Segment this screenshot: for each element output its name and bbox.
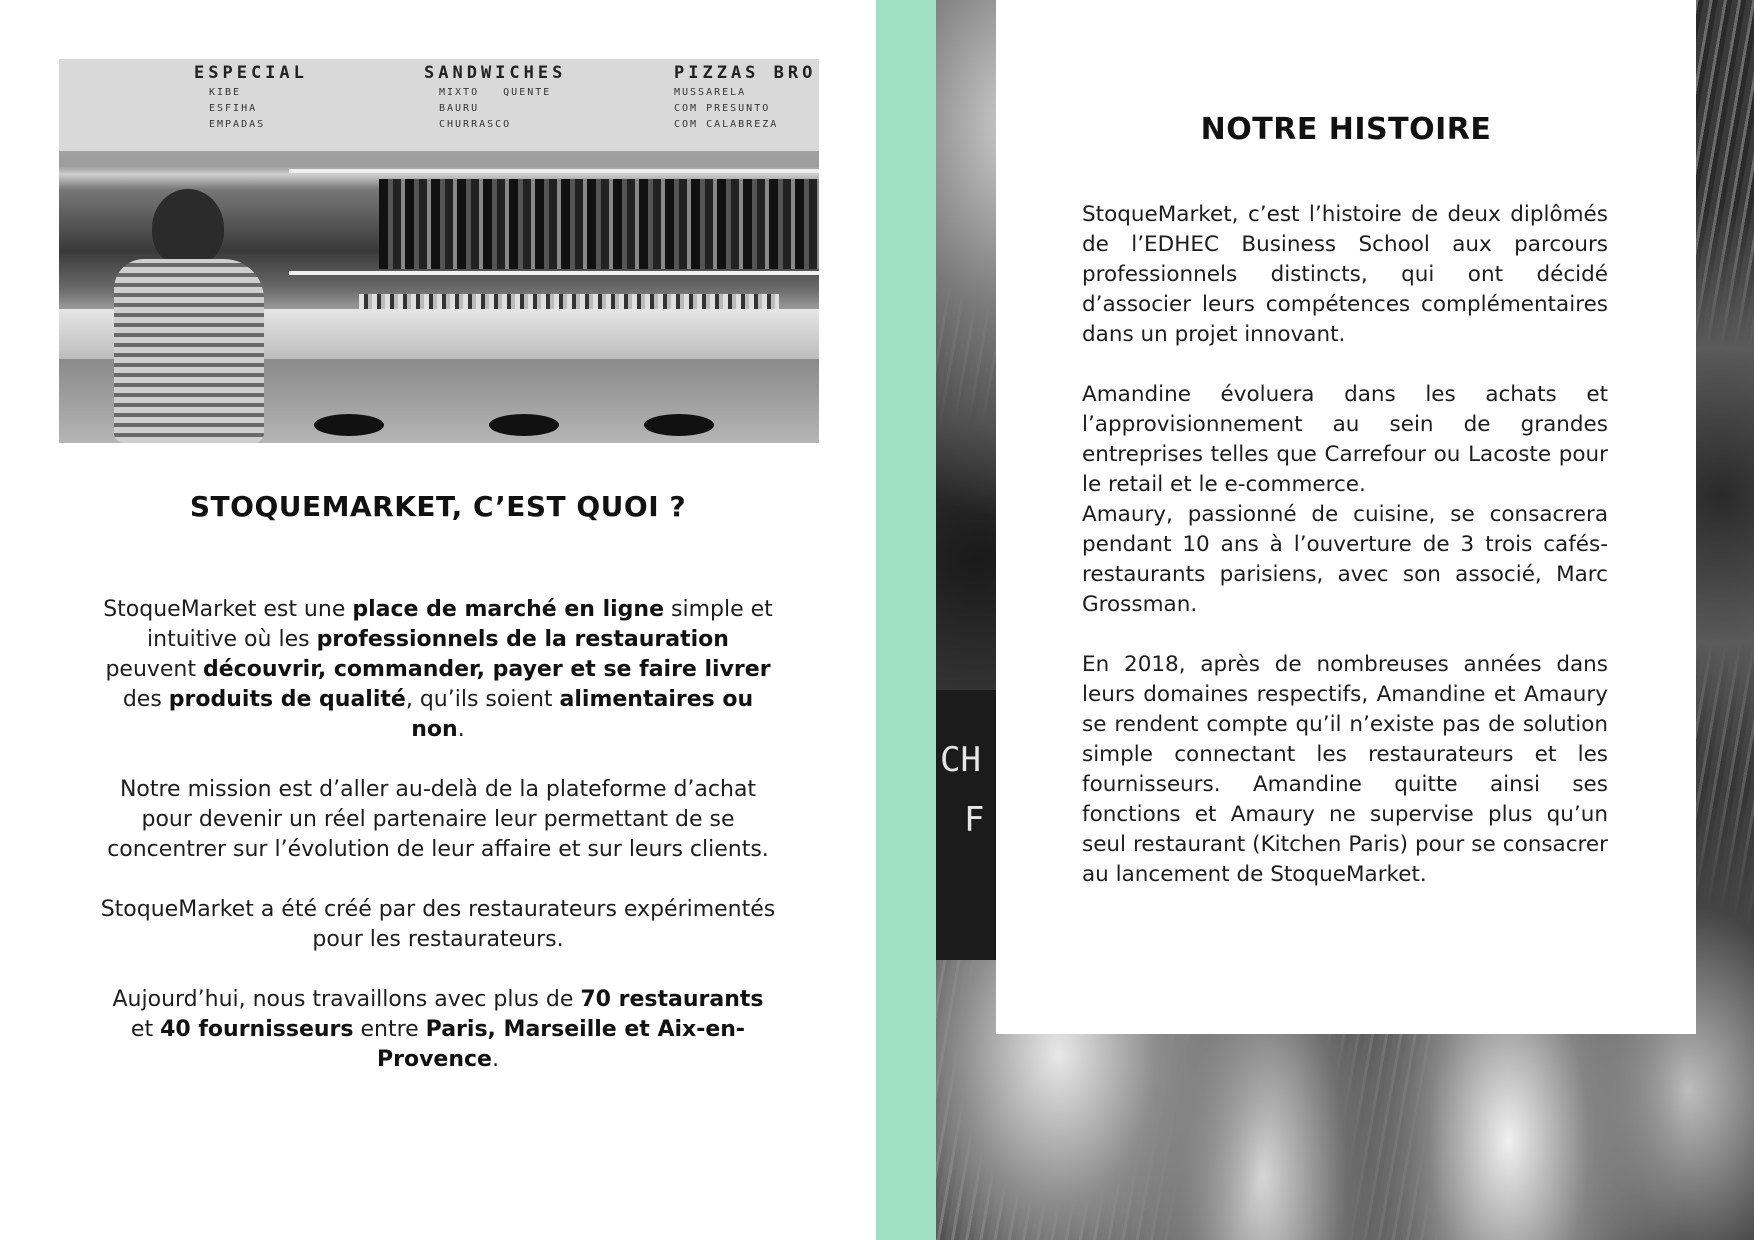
intro-section <box>100 490 776 1105</box>
sign-especial-items: KIBE ESFIHA EMPADAS <box>209 87 266 130</box>
story-paragraph: Amaury, passionné de cuisine, se consacrera pendant 10 ans à l’ouverture de 3 trois cafés-restaurants parisiens, avec son associé, Marc Grossman. <box>1082 502 1608 617</box>
chalk-letters: F <box>964 800 985 840</box>
shelf <box>289 271 819 275</box>
sign-pizzas: PIZZAS BRO <box>674 63 817 83</box>
story-paragraph: En 2018, après de nombreuses années dans leurs domaines respectifs, Amandine et Amaury se rendent compte qu’il n’existe pas de solution simple connectant les restaurateurs et les fournisseurs. Amandine quitte ainsi ses fonctions et Amaury ne supervise plus qu’un seul restaurant (Kitchen Paris) pour se consacrer au lancement de StoqueMarket. <box>1082 652 1608 887</box>
story-paragraph: Amandine évoluera dans les achats et l’approvisionnement au sein de grandes entreprises telles que Carrefour ou Lacoste pour le retail et le e-commerce. <box>1082 382 1608 497</box>
sign-sandwiches: SANDWICHES <box>424 63 567 83</box>
bold-text: produits de qualité <box>168 687 406 712</box>
left-page <box>0 0 876 1240</box>
story-card <box>996 0 1696 1034</box>
sign-especial: ESPECIAL <box>194 63 308 83</box>
bold-text: découvrir, commander, payer et se faire livrer <box>203 657 771 682</box>
text: , qu’ils soient <box>405 687 560 712</box>
text: peuvent <box>105 657 203 682</box>
mission-paragraph: Notre mission est d’aller au-delà de la plateforme d’achat pour devenir un réel partenaire leur permettant de se concentrer sur l’évolution de leur affaire et sur leurs clients. <box>107 777 769 862</box>
text: et <box>130 1017 161 1042</box>
bold-text: professionnels de la restauration <box>316 627 729 652</box>
shelf <box>289 169 819 173</box>
person-torso <box>114 259 264 443</box>
intro-paragraph <box>100 595 776 745</box>
story-title: NOTRE HISTOIRE <box>1200 112 1492 147</box>
text: entre <box>353 1017 426 1042</box>
bold-text: 70 restaurants <box>580 987 764 1012</box>
text: StoqueMarket est une <box>103 597 353 622</box>
sign-sandwiches-items: MIXTO QUENTE BAURU CHURRASCO <box>439 87 552 130</box>
accent-strip <box>876 0 936 1240</box>
chalk-letters: CH <box>940 740 981 780</box>
section-title: STOQUEMARKET, C’EST QUOI ? <box>189 490 687 523</box>
bar-counter-photo <box>59 59 819 443</box>
bold-text: 40 fournisseurs <box>160 1017 354 1042</box>
text: . <box>491 1047 499 1072</box>
person-head <box>152 189 224 267</box>
founders-paragraph: StoqueMarket a été créé par des restaurateurs expérimentés pour les restaurateurs. <box>100 897 776 952</box>
bar-stool <box>489 414 559 436</box>
bold-text: Paris, Marseille et Aix-en-Provence <box>377 1017 746 1072</box>
bottles <box>379 179 819 269</box>
text: . <box>457 717 465 742</box>
bar-stool <box>644 414 714 436</box>
story-paragraph: StoqueMarket, c’est l’histoire de deux diplômés de l’EDHEC Business School aux parcours professionnels distincts, qui ont décidé d’associer leurs compétences complémentaires dans un projet innovant. <box>1082 202 1608 347</box>
text: Aujourd’hui, nous travaillons avec plus de <box>112 987 581 1012</box>
story-text <box>1082 200 1608 920</box>
seated-person <box>114 189 284 443</box>
bar-stool <box>314 414 384 436</box>
sign-pizzas-items: MUSSARELA COM PRESUNTO COM CALABREZA <box>674 87 779 130</box>
bold-text: alimentaires ou non <box>411 687 754 742</box>
stats-paragraph <box>100 985 776 1075</box>
bold-text: place de marché en ligne <box>352 597 665 622</box>
text: des <box>122 687 169 712</box>
text: simple et intuitive où les <box>147 597 773 652</box>
